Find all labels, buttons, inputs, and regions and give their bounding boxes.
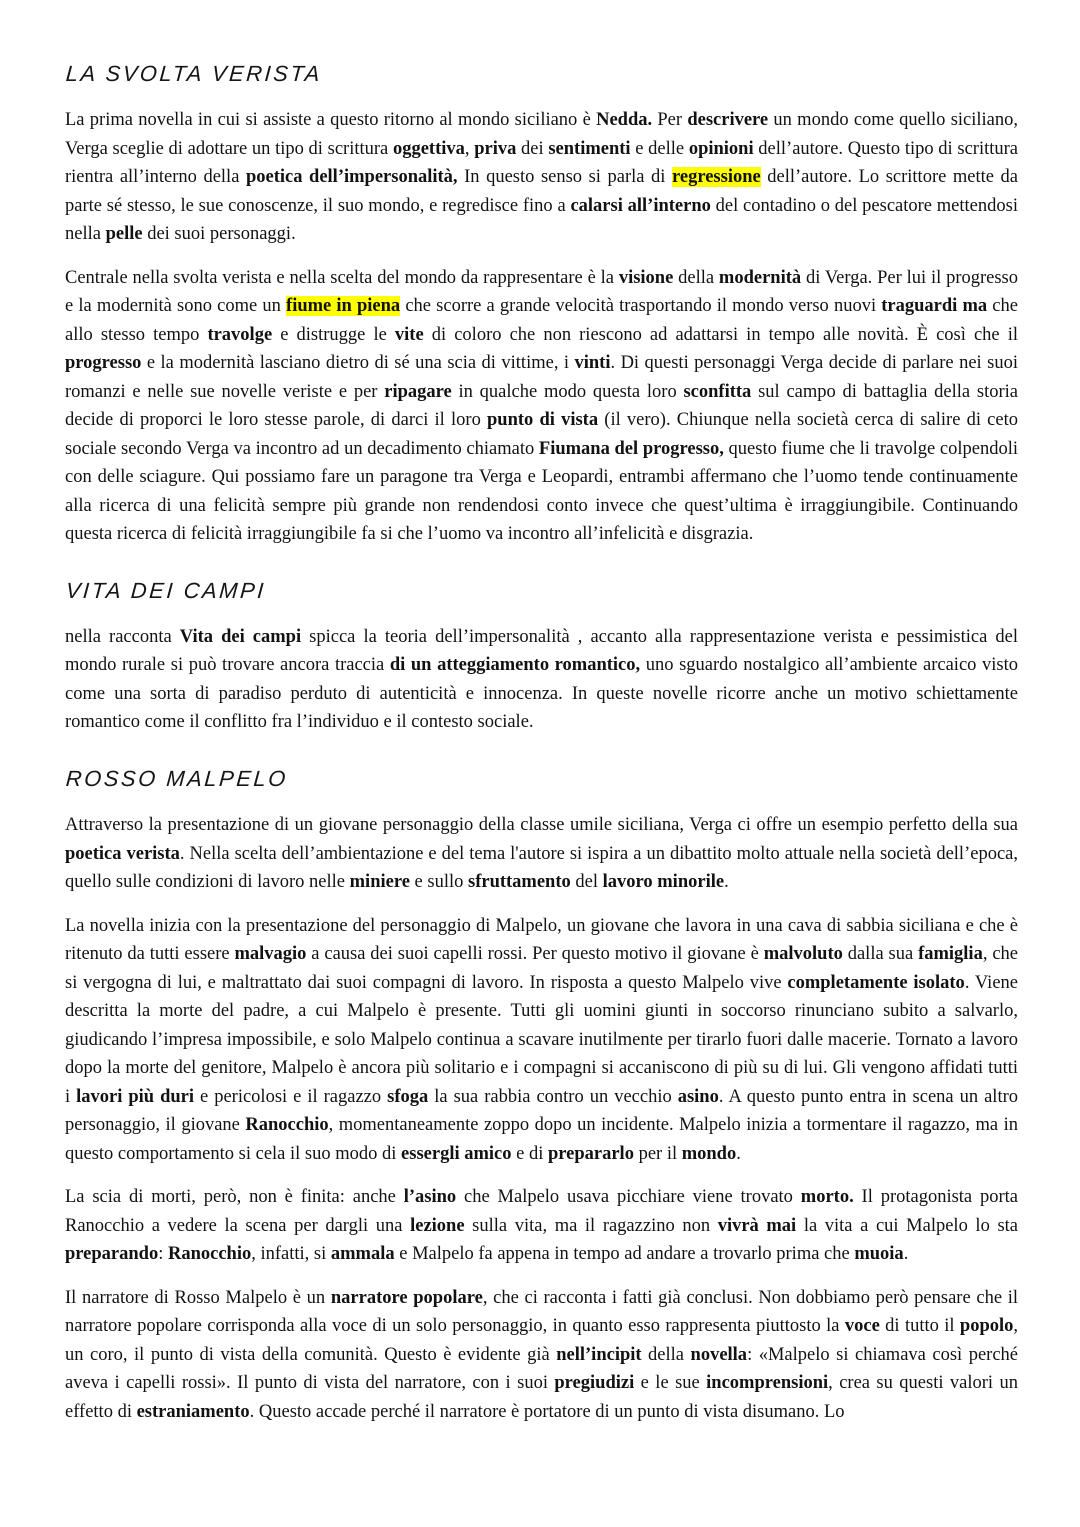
bold-text: pregiudizi — [554, 1373, 635, 1394]
bold-text: preparando — [65, 1244, 159, 1265]
document-content — [65, 62, 1018, 1426]
bold-text: descrivere — [687, 110, 769, 131]
body-text: , un coro, il punto di vista della comunità. Questo è evidente già — [65, 1316, 1018, 1365]
bold-text: visione — [618, 267, 674, 288]
body-text: la vita a cui Malpelo lo sta — [796, 1215, 1018, 1236]
bold-text: prepararlo — [547, 1143, 634, 1164]
bold-text: poetica dell’impersonalità, — [245, 167, 458, 188]
bold-text: asino — [677, 1086, 719, 1107]
body-text: Attraverso la presentazione di un giovane personaggio della classe umile siciliana, Verga ci offre un esempio perfetto della sua — [65, 815, 1018, 836]
body-text: del contadino o del pescatore mettendosi nella — [65, 195, 1018, 245]
body-text: uno sguardo nostalgico all’ambiente arcaico visto come una sorta di paradiso perduto di autenticità e innocenza. In queste novelle ricorre anche un motivo schiettamente romantico come il conflitto fra l’individuo e il contesto sociale. — [65, 655, 1018, 733]
bold-text: completamente isolato — [787, 972, 965, 993]
bold-text: narratore popolare — [330, 1287, 483, 1308]
paragraph — [65, 811, 1018, 897]
bold-text: ammala — [330, 1244, 395, 1265]
body-text: della — [673, 267, 719, 288]
bold-text: oggettiva — [392, 138, 465, 159]
bold-text: malvagio — [234, 944, 307, 965]
body-text: del — [570, 872, 603, 893]
body-text: sul campo di battaglia della storia decide di proporci le loro stesse parole, di darci il loro — [65, 381, 1018, 431]
bold-text: sfruttamento — [468, 872, 571, 893]
bold-text: lavoro minorile — [602, 872, 725, 893]
body-text: a causa dei suoi capelli rossi. Per questo motivo il giovane è — [306, 944, 764, 965]
bold-text: progresso — [65, 353, 142, 374]
bold-text: incomprensioni — [706, 1373, 829, 1394]
body-text: . Di questi personaggi Verga decide di parlare nei suoi romanzi e nelle sue novelle veriste e per — [65, 353, 1018, 402]
body-text: un mondo come quello siciliano, Verga sceglie di adottare un tipo di scrittura — [65, 110, 1019, 159]
bold-text: estraniamento — [136, 1401, 250, 1422]
bold-text: punto di vista — [487, 410, 599, 431]
bold-text: sentimenti — [548, 138, 631, 159]
bold-text: calarsi all’interno — [570, 195, 711, 216]
body-text: Il narratore di Rosso Malpelo è un — [65, 1287, 331, 1308]
body-text: , che ci racconta i fatti già conclusi. Non dobbiamo però pensare che il narratore popolare corrisponda alla voce di un solo personaggio, in quanto esso rappresenta piuttosto la — [65, 1287, 1019, 1337]
body-text: in qualche modo questa loro — [451, 381, 684, 402]
bold-text: Fiumana del progresso, — [538, 438, 724, 459]
body-text: dei suoi personaggi. — [142, 224, 296, 245]
paragraph — [65, 106, 1018, 249]
bold-text: famiglia — [918, 944, 983, 965]
bold-text: lavori più duri — [76, 1086, 195, 1107]
body-text: Per — [652, 110, 688, 131]
body-text: e di — [511, 1143, 548, 1164]
body-text: e sullo — [409, 872, 468, 893]
body-text: La scia di morti, però, non è finita: anche — [65, 1187, 404, 1208]
bold-text: Vita dei campi — [179, 626, 302, 647]
body-text: e distrugge le — [272, 324, 395, 345]
body-text: . — [736, 1143, 741, 1164]
bold-text: travolge — [207, 324, 273, 345]
bold-text: modernità — [718, 267, 802, 288]
body-text: (il vero). Chiunque nella società cerca di salire di ceto sociale secondo Verga va incontro ad un decadimento chiamato — [65, 410, 1018, 459]
bold-text: nell’incipit — [556, 1344, 642, 1365]
body-text: . Nella scelta dell’ambientazione e del tema l'autore si ispira a un dibattito molto attuale nella società dell’epoca, quello sulle condizioni di lavoro nelle — [65, 843, 1018, 893]
paragraph — [65, 264, 1018, 549]
body-text: . A questo punto entra in scena un altro personaggio, il giovane — [65, 1086, 1018, 1136]
body-text: dalla sua — [842, 944, 919, 965]
body-text: per il — [633, 1143, 682, 1164]
bold-text: mondo — [681, 1143, 737, 1164]
body-text: Centrale nella svolta verista e nella scelta del mondo da rappresentare è la — [65, 267, 619, 288]
body-text: di tutto il — [879, 1316, 960, 1337]
body-text: , crea su questi valori un effetto di — [65, 1373, 1018, 1422]
body-text: e pericolosi e il ragazzo — [194, 1086, 388, 1107]
section-heading: LA SVOLTA VERISTA — [65, 61, 323, 86]
body-text: e delle — [630, 138, 689, 159]
section-heading: VITA DEI CAMPI — [65, 577, 267, 603]
paragraph — [65, 1284, 1018, 1427]
body-text: e la modernità lasciano dietro di sé una scia di vittime, i — [141, 353, 575, 374]
body-text: questo fiume che li travolge colpendoli con delle sciagure. Qui possiamo fare un paragone tra Verga e Leopardi, entrambi affermano che l’uomo tende continuamente alla ricerca di una felicità sempre più grande non rendendosi conto invece che quest’ultima è irraggiungibile. Continuando questa ricerca di felicità irraggiungibile fa si che l’uomo va incontro all’infelicità e disgrazia. — [65, 438, 1018, 545]
body-text: Il protagonista porta Ranocchio a vedere la scena per dargli una — [65, 1187, 1018, 1236]
bold-text: morto. — [800, 1187, 854, 1208]
body-text: della — [641, 1344, 691, 1365]
body-text: dei — [516, 138, 549, 159]
body-text: : — [158, 1244, 168, 1265]
bold-text: Ranocchio — [167, 1244, 252, 1265]
bold-text: opinioni — [688, 138, 754, 159]
body-text: . — [724, 872, 729, 893]
bold-text: Ranocchio — [245, 1115, 329, 1136]
body-text: di coloro che non riescono ad adattarsi in tempo alle novità. È così che il — [423, 324, 1018, 345]
highlighted-text: fiume in piena — [286, 296, 401, 317]
bold-text: vivrà mai — [717, 1215, 797, 1236]
body-text: , momentaneamente zoppo dopo un incidente. Malpelo inizia a tormentare il ragazzo, ma in questo comportamento si cela il suo modo di — [65, 1115, 1018, 1164]
section-heading: ROSSO MALPELO — [65, 765, 289, 791]
body-text: sulla vita, ma il ragazzino non — [464, 1215, 718, 1236]
paragraph — [65, 912, 1018, 1169]
bold-text: sfoga — [387, 1086, 429, 1107]
bold-text: vite — [394, 324, 424, 345]
body-text: , che si vergogna di lui, e maltrattato dai suoi compagni di lavoro. In risposta a questo Malpelo vive — [65, 944, 1018, 993]
paragraph — [65, 1183, 1018, 1269]
bold-text: miniere — [349, 872, 410, 893]
bold-text: vinti — [574, 353, 611, 374]
body-text: La prima novella in cui si assiste a questo ritorno al mondo siciliano è — [65, 110, 597, 131]
bold-text: traguardi ma — [881, 296, 988, 317]
bold-text: voce — [844, 1316, 880, 1337]
body-text: nella racconta — [65, 626, 180, 647]
body-text: In questo senso si parla di — [457, 167, 672, 188]
bold-text: novella — [690, 1344, 748, 1365]
bold-text: l’asino — [403, 1187, 457, 1208]
body-text: : «Malpelo si chiamava così perché aveva i capelli rossi». Il punto di vista del narratore, con i suoi — [65, 1344, 1018, 1394]
bold-text: ripagare — [384, 381, 452, 402]
bold-text: Nedda. — [596, 110, 653, 131]
body-text: di Verga. Per lui il progresso e la modernità sono come un — [65, 267, 1019, 317]
body-text: . — [903, 1244, 909, 1265]
bold-text: priva — [474, 138, 517, 159]
bold-text: muoia — [854, 1244, 904, 1265]
bold-text: sconfitta — [683, 381, 752, 402]
body-text: La novella inizia con la presentazione del personaggio di Malpelo, un giovane che lavora in una cava di sabbia siciliana e che è ritenuto da tutti essere — [65, 915, 1018, 965]
bold-text: popolo — [959, 1316, 1014, 1337]
body-text: , — [464, 138, 475, 159]
body-text: che allo stesso tempo — [65, 296, 1018, 345]
body-text: e le sue — [634, 1373, 707, 1394]
paragraph — [65, 623, 1018, 737]
bold-text: malvoluto — [763, 944, 843, 965]
bold-text: essergli amico — [401, 1143, 512, 1164]
body-text: . Questo accade perché il narratore è portatore di un punto di vista disumano. Lo — [249, 1401, 845, 1422]
body-text: spicca la teoria dell’impersonalità , accanto alla rappresentazione verista e pessimistica del mondo rurale si può trovare ancora traccia — [65, 626, 1018, 676]
body-text: che Malpelo usava picchiare viene trovato — [456, 1187, 801, 1208]
bold-text: lezione — [410, 1215, 465, 1236]
body-text: . Viene descritta la morte del padre, a cui Malpelo è presente. Tutti gli uomini giunti in soccorso rinunciano subito a salvarlo, giudicando l’impresa impossibile, e solo Malpelo continua a scavare inutilmente per tirarlo fuori dalle macerie. Tornato a lavoro dopo la morte del genitore, Malpelo è ancora più solitario e i compagni si accaniscono di più su di lui. Gli vengono affidati tutti i — [65, 972, 1018, 1107]
body-text: dell’autore. Lo scrittore mette da parte sé stesso, le sue conoscenze, il suo mondo, e regredisce fino a — [65, 167, 1018, 216]
highlighted-text: regressione — [672, 167, 761, 188]
bold-text: di un atteggiamento romantico, — [389, 655, 641, 676]
body-text: dell’autore. Questo tipo di scrittura rientra all’interno della — [65, 138, 1019, 188]
body-text: la sua rabbia contro un vecchio — [428, 1086, 678, 1107]
bold-text: pelle — [105, 224, 143, 245]
bold-text: poetica verista — [65, 843, 180, 864]
body-text: , infatti, si — [251, 1244, 331, 1265]
body-text: e Malpelo fa appena in tempo ad andare a trovarlo prima che — [394, 1244, 855, 1265]
body-text: che scorre a grande velocità trasportando il mondo verso nuovi — [400, 296, 882, 317]
